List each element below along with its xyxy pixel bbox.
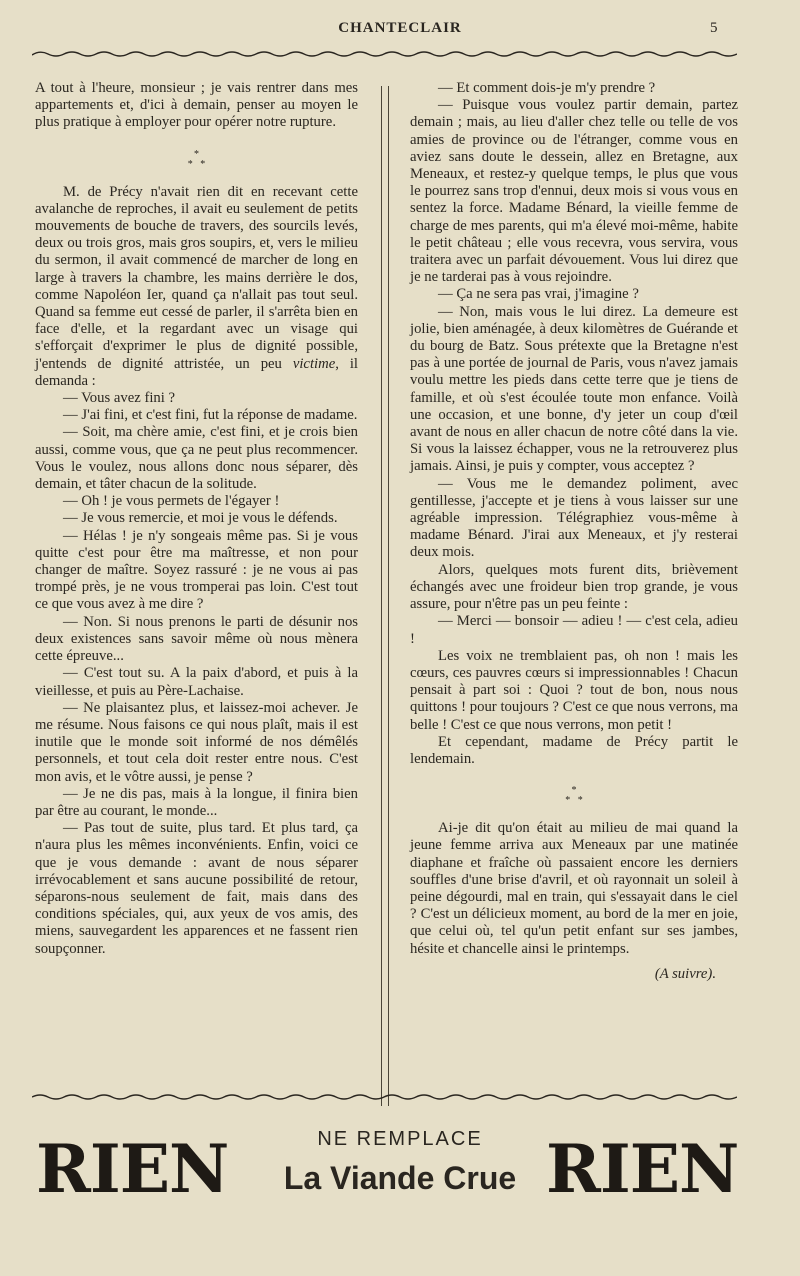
paragraph: Et cependant, madame de Précy partit le lendemain. [410,733,738,767]
paragraph: — Puisque vous voulez partir demain, partez demain ; mais, au lieu d'aller chez telle ou telle de vos amies de province ou de l'étranger, comme vous en aviez sans doute le dessein, allez en Bretagne, aux Meneaux, et restez-y quelque temps, le plus que vous le pourrez sans trop d'ennui, deux mois si vous vous en sentez la force. Madame Bénard, la vieille femme de charge de mes parents, qui m'a élevé moi-même, habite le petit château ; elle vous recevra, vous servira, vous traitera avec un parfait dévouement. Vous lui direz que je ne tarderai pas à vous rejoindre. [410,97,738,286]
paragraph: — Et comment dois-je m'y prendre ? [438,80,656,96]
advertisement [0,1120,800,1220]
paragraph [35,184,358,390]
right-column [410,80,738,983]
paragraph-text: M. de Précy n'avait rien dit en recevant cette avalanche de reproches, il avait eu seulement de petits mouvements de bouche de travers, des sourcils levés, deux ou trois gros, mais gros soupirs, et, vers le milieu du sermon, il avait commencé de marcher de long en large à travers la chambre, les mains derrière le dos, comme Napoléon Ier, quand ça n'allait pas tout seul. Quand sa femme eut cessé de parler, il s'arrêta bien en face d'elle, et la regardant avec un visage qui s'efforçait d'exprimer le plus de dignité possible, j'entends de dignité attristée, un peu [35,183,358,372]
paragraph: Les voix ne tremblaient pas, oh non ! mais les cœurs, ces pauvres cœurs si impressionnables ! Chacun pensait à part soi : Quoi ? tout de bon, nous nous quittons ! pour toujours ? C'est ce que nous verrons, ma belle ! C'est ce que nous verrons, mon petit ! [410,647,738,733]
section-separator: * * * [565,785,583,807]
column-divider [381,86,389,1106]
paragraph: Alors, quelques mots furent dits, brièvement échangés avec une froideur bien trop grande, je vous assure, pour n'être pas un peu feinte : [410,561,738,613]
ad-word-right: RIEN [546,1130,739,1208]
ad-line-2: La Viande Crue [283,1160,517,1196]
paragraph: — Je ne dis pas, mais à la longue, il finira bien par être au courant, le monde... [35,785,358,819]
header-wavy-rule [32,48,737,58]
ad-line-1: NE REMPLACE [317,1128,483,1150]
paragraph: — Non. Si nous prenons le parti de désunir nos deux existences sans savoir même où nous mènera cette épreuve... [35,613,358,665]
paragraph: — Ne plaisantez plus, et laissez-moi achever. Je me résume. Nous faisons ce qui nous plaît, mais il est inutile que le monde soit informé de nos démêlés personnels, et tout cela doit rester entre nous. C'est mon avis, et le vôtre aussi, je pense ? [35,699,358,785]
to-be-continued: (A suivre). [654,965,716,982]
paragraph: — Ça ne sera pas vrai, j'imagine ? [438,286,639,303]
paragraph-tail: , il demanda : [35,355,358,389]
paragraph: — Pas tout de suite, plus tard. Et plus tard, ça n'aura plus les mêmes inconvénients. Enfin, voici ce que je vous demande : avant de nous séparer irrévocablement et sans aucune possibilité de retour, séparons-nous seulement de fait, mais dans des conditions spéciales, qui, aux yeux de vos amis, des miens, sauvegardent les apparences et ne fassent rien soupçonner. [35,820,358,957]
ad-word-left: RIEN [36,1130,229,1208]
paragraph: — Je vous remercie, et moi je vous le défends. [63,510,338,527]
paragraph: — Oh ! je vous permets de l'égayer ! [63,493,280,510]
italic-word: victime [292,355,336,372]
section-separator: * * * [187,148,206,170]
left-column [35,80,358,958]
paragraph: A tout à l'heure, monsieur ; je vais rentrer dans mes appartements et, d'ici à demain, penser au moyen le plus pratique à employer pour opérer notre rupture. [35,80,358,131]
paragraph: — Vous avez fini ? [63,390,176,407]
paragraph: — Non, mais vous le lui direz. La demeure est jolie, bien aménagée, à deux kilomètres de Guérande et du bourg de Batz. Sous prétexte que la Bretagne n'est pas à une portée de journal de Paris, vous n'avez jamais voulu mettre les pieds dans cette terre que je tiens de famille, et où s'est écoulée toute mon enfance. Voilà une occasion, et une bonne, d'y jeter un coup d'œil avant de nous en aller chacun de notre côté dans la vie. Si vous la laissez échapper, vous ne la retrouverez plus jamais. Ainsi, je puis y compter, vous acceptez ? [410,303,738,475]
journal-title: CHANTECLAIR [338,20,462,36]
paragraph: — Vous me le demandez poliment, avec gentillesse, j'accepte et je tiens à vous laisser sur une agréable impression. Télégraphiez vous-même à madame Bénard. J'irai aux Meneaux, et j'y resterai deux mois. [410,475,738,561]
paragraph: — Hélas ! je n'y songeais même pas. Si je vous quitte c'est pour être ma maîtresse, et non pour changer de maître. Soyez rassuré : je ne vous ai pas trompé près, je ne vous tromperai pas loin. C'est tout ce que vous avez à me dire ? [35,527,358,613]
paragraph: — C'est tout su. A la paix d'abord, et puis à la vieillesse, et puis au Père-Lachaise. [35,665,358,699]
paragraph: Ai-je dit qu'on était au milieu de mai quand la jeune femme arriva aux Meneaux par une matinée diaphane et fraîche où passaient encore les derniers souffles d'une brise d'avril, et où rayonnait un soleil à peine dégourdi, mal en train, qui s'essayait dans le ciel ? C'est un délicieux moment, au bord de la mer en joie, que celui où, tel qu'un petit enfant sur ses jambes, hésite et chancelle ainsi le printemps. [410,820,738,957]
paragraph: — J'ai fini, et c'est fini, fut la réponse de madame. [63,407,358,424]
page-header [0,20,800,44]
page-number: 5 [710,20,718,36]
footer-wavy-rule [32,1092,737,1102]
paragraph: — Soit, ma chère amie, c'est fini, et je crois bien aussi, comme vous, que ça ne peut plus recommencer. Vous le voulez, nous allons donc nous séparer, dès demain, et tâter chacun de la solitude. [35,424,358,493]
paragraph: — Merci — bonsoir — adieu ! — c'est cela, adieu ! [410,613,738,647]
